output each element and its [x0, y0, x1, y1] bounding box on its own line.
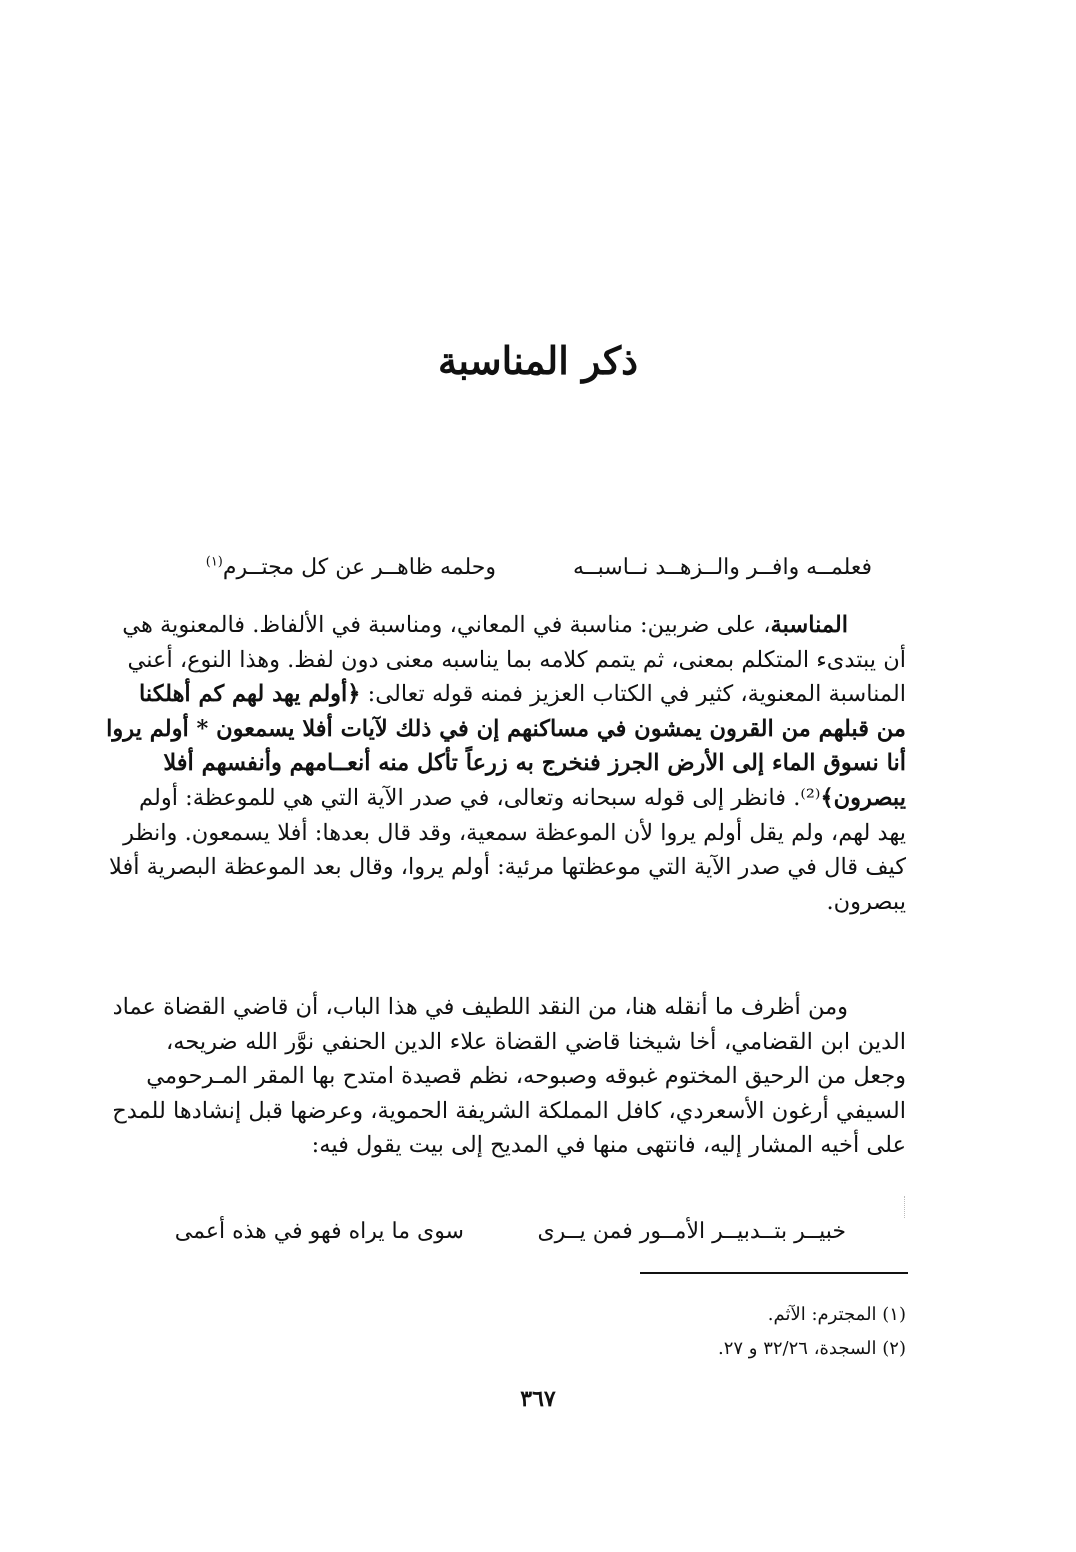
paragraph-1-line	[139, 677, 906, 712]
opening-verse-right-hemistich	[573, 552, 872, 584]
paragraph-1-line	[163, 746, 906, 781]
paragraph-1-line	[106, 712, 906, 747]
page-number: ٣٦٧	[520, 1386, 556, 1412]
chapter-title: ذكر المناسبة	[437, 338, 639, 383]
paragraph-1-line	[166, 885, 906, 920]
paragraph-1-line	[139, 781, 906, 816]
closing-verse-left-hemistich	[175, 1216, 464, 1248]
closing-verse-left-text: سوى ما يراه فهو في هذه أعمى	[174, 1219, 464, 1244]
text-segment: ، على ضربين: مناسبة في المعاني، ومناسبة في الألفاظ. فالمعنوية هي	[122, 612, 771, 638]
paragraph-2-line: على أخيه المشار إليه، فانتهى منها في المديح إلى بيت يقول فيه:	[311, 1132, 906, 1159]
paragraph-1-line	[127, 643, 906, 678]
bold-text-segment: يبصرون﴾	[820, 784, 906, 811]
paragraph-2-line: وجعل من الرحيق المختوم غبوقه وصبوحه، نظم قصيدة امتدح بها المقر المـرحومي	[146, 1063, 906, 1090]
opening-verse-left-text: وحلمه ظاهــر عن كل مجتــرم	[222, 555, 496, 580]
footnote-ref-1: (١)	[205, 554, 223, 570]
bold-text-segment: ﴿أولم يهد لهم كم أهلكنا	[139, 681, 361, 708]
text-segment: يهد لهم، ولم يقل أولم يروا لأن الموعظة سمعية، وقد قال بعدها: أفلا يسمعون. وانظر	[123, 819, 906, 846]
paragraph-1-line	[122, 608, 906, 643]
bold-text-segment: من قبلهم من القرون يمشون في مساكنهم إن في ذلك لآيات أفلا يسمعون * أولم يروا	[106, 715, 906, 742]
opening-verse-left-hemistich	[206, 552, 496, 584]
closing-verse-right-text: خبيــر بتــدبيــر الأمــور فمن يــرى	[537, 1219, 846, 1244]
closing-verse-right-hemistich	[537, 1216, 846, 1248]
text-segment: ⁽²⁾. فانظر إلى قوله سبحانه وتعالى، في صدر الآية التي هي للموعظة: أولم	[139, 784, 821, 811]
opening-verse-right-text: فعلمــه وافــر والــزهــد نــاسبــه	[572, 555, 872, 580]
paragraph-anecdote	[112, 990, 906, 1163]
footnotes	[506, 1298, 906, 1366]
paragraph-munasaba-definition	[106, 608, 906, 919]
text-segment: أن يبتدىء المتكلم بمعنى، ثم يتمم كلامه بما يناسبه معنى دون لفظ. وهذا النوع، أعني	[127, 646, 906, 673]
bold-text-segment: المناسبة	[770, 612, 848, 638]
text-segment: كيف قال في صدر الآية التي موعظتها مرئية: أولم يروا، وقال بعد الموعظة البصرية أفلا	[109, 854, 906, 881]
footnote-2: (٢) السجدة، ٣٢/٢٦ و ٢٧.	[718, 1338, 906, 1359]
text-segment: يبصرون.	[826, 888, 906, 915]
bold-text-segment: أنا نسوق الماء إلى الأرض الجرز فنخرج به زرعاً تأكل منه أنعــامهم وأنفسهم أفلا	[163, 750, 906, 777]
paragraph-1-line	[109, 850, 906, 885]
text-segment: المناسبة المعنوية، كثير في الكتاب العزيز فمنه قوله تعالى:	[360, 681, 906, 708]
footnote-separator	[640, 1272, 908, 1274]
footnote-1: (١) المجترم: الآثم.	[767, 1304, 906, 1325]
paragraph-2-line: السيفي أرغون الأسعردي، كافل المملكة الشريفة الحموية، وعرضها قبل إنشادها للمدح	[112, 1097, 906, 1124]
margin-mark	[904, 1196, 907, 1218]
paragraph-2-line: الدين ابن القضامي، أخا شيخنا قاضي القضاة علاء الدين الحنفي نوَّر الله ضريحه،	[166, 1028, 906, 1055]
paragraph-1-line	[123, 816, 906, 851]
paragraph-2-line: ومن أظرف ما أنقله هنا، من النقد اللطيف في هذا الباب، أن قاضي القضاة عماد	[112, 994, 848, 1020]
